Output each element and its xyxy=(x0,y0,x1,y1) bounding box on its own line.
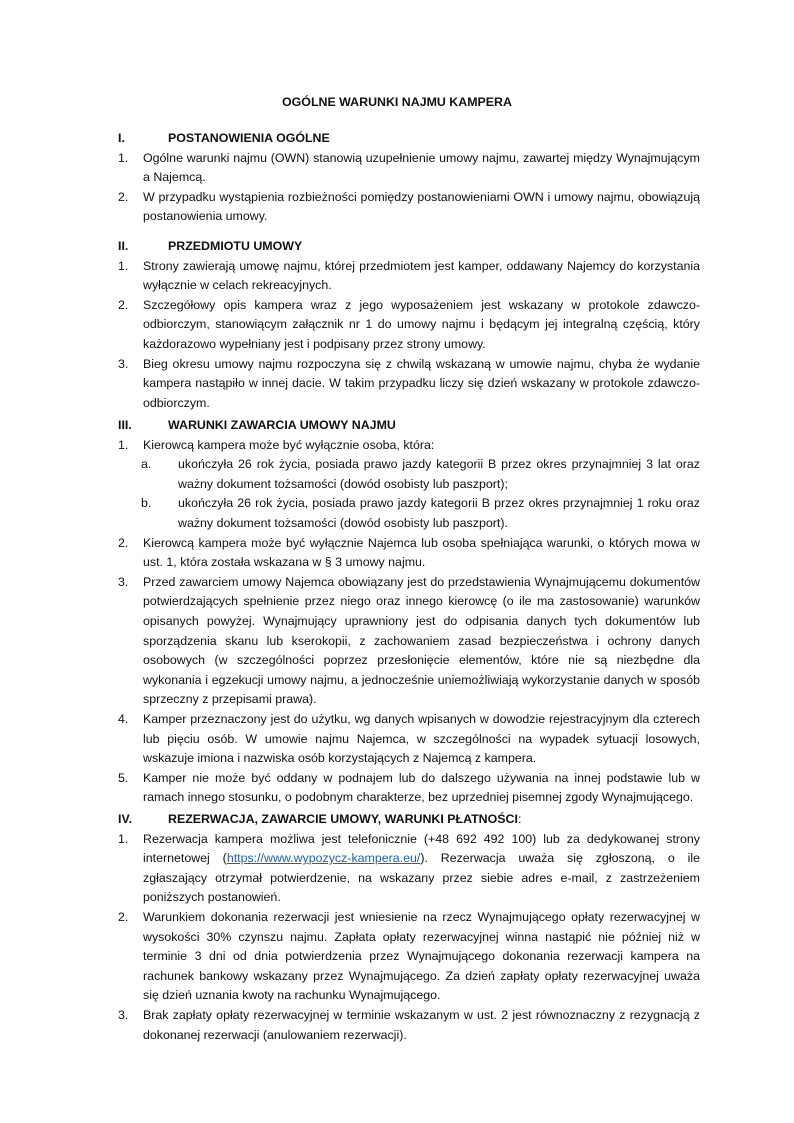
list-item xyxy=(118,149,700,188)
section-heading xyxy=(118,416,700,436)
item-text: Przed zawarciem umowy Najemca obowiązany jest do przedstawienia Wynajmującemu dokumentów potwierdzających spełnienie przez niego oraz innego kierowcę (o ile ma zastosowanie) warunków opisanych powyżej. Wynajmujący uprawniony jest do odpisania danych tych dokumentów lub sporządzenia skanu lub kserokopii, z zachowaniem zasad bezpieczeństwa i ochrony danych osobowych (w szczególności poprzez przesłonięcie elementów, które nie są niezbędne dla wykonania i egzekucji umowy najmu, a jednocześnie uniemożliwiają wykorzystanie danych w sposób sprzeczny z przepisami prawa). xyxy=(143,574,700,707)
item-number: 3. xyxy=(118,1007,129,1022)
item-number: 1. xyxy=(118,831,129,846)
section-title-colon: : xyxy=(517,812,522,826)
item-number: 1. xyxy=(118,150,129,165)
sub-item-letter: a. xyxy=(141,457,152,472)
item-text-after: ). Rezerwacja uważa się zgłoszoną, o ile zgłaszający otrzymał potwierdzenie, na wskazany przez siebie adres e-mail, z zastrzeżeniem poniższych postanowień. xyxy=(143,851,700,905)
section-1 xyxy=(118,129,700,227)
item-text: Kamper nie może być oddany w podnajem lub do dalszego używania na innej podstawie lub w ramach innego stosunku, o podobnym charakterze, bez uprzedniej pisemnej zgody Wynajmującego. xyxy=(143,770,700,805)
item-number: 4. xyxy=(118,711,129,726)
item-number: 3. xyxy=(118,356,129,371)
item-number: 1. xyxy=(118,258,129,273)
sub-item-text: ukończyła 26 rok życia, posiada prawo jazdy kategorii B przez okres przynajmniej 1 roku oraz ważny dokument tożsamości (dowód osobisty lub paszport). xyxy=(178,496,700,530)
section-title: WARUNKI ZAWARCIA UMOWY NAJMU xyxy=(168,418,396,432)
section-title: POSTANOWIENIA OGÓLNE xyxy=(168,131,330,145)
list-item xyxy=(118,188,700,227)
item-number: 2. xyxy=(118,909,129,924)
sub-list-item xyxy=(141,455,700,494)
section-2 xyxy=(118,237,700,413)
list-item xyxy=(118,710,700,769)
section-number: II. xyxy=(118,239,129,253)
item-text: Ogólne warunki najmu (OWN) stanowią uzupełnienie umowy najmu, zawartej między Wynajmującym a Najemcą. xyxy=(143,150,700,185)
item-text: Brak zapłaty opłaty rezerwacyjnej w terminie wskazanym w ust. 2 jest równoznaczny z rezygnacją z dokonanej rezerwacji (anulowaniem rezerwacji). xyxy=(143,1007,700,1042)
sub-list-item xyxy=(141,494,700,533)
item-number: 2. xyxy=(118,297,129,312)
list-item xyxy=(118,1006,700,1045)
list-item xyxy=(118,257,700,296)
item-number: 2. xyxy=(118,535,129,550)
section-title-text: REZERWACJA, ZAWARCIE UMOWY, WARUNKI PŁATNOŚCI xyxy=(168,812,518,826)
item-text: Kierowcą kampera może być wyłącznie Najemca lub osoba spełniająca warunki, o których mowa w ust. 1, która została wskazana w § 3 umowy najmu. xyxy=(143,535,700,570)
list-item xyxy=(118,830,700,908)
list-item xyxy=(118,573,700,710)
list-item xyxy=(118,908,700,1006)
list-item xyxy=(118,436,700,456)
list-item xyxy=(118,534,700,573)
website-link[interactable]: https://www.wypozycz-kampera.eu/ xyxy=(226,851,421,866)
section-3 xyxy=(118,416,700,808)
list-item xyxy=(118,296,700,355)
section-heading xyxy=(118,237,700,257)
sub-item-letter: b. xyxy=(141,496,152,511)
section-heading xyxy=(118,129,700,149)
section-4 xyxy=(118,810,700,1045)
sub-item-text: ukończyła 26 rok życia, posiada prawo jazdy kategorii B przez okres przynajmniej 3 lat oraz ważny dokument tożsamości (dowód osobisty lub paszport); xyxy=(178,457,700,491)
list-item xyxy=(118,355,700,414)
section-number: IV. xyxy=(118,812,133,826)
item-number: 1. xyxy=(118,437,129,452)
item-number: 3. xyxy=(118,574,129,589)
item-number: 5. xyxy=(118,770,129,785)
section-title xyxy=(168,810,521,830)
item-number: 2. xyxy=(118,189,129,204)
item-text: Warunkiem dokonania rezerwacji jest wniesienie na rzecz Wynajmującego opłaty rezerwacyjnej w wysokości 30% czynszu najmu. Zapłata opłaty rezerwacyjnej winna nastąpić nie później niż w terminie 3 dni od dnia potwierdzenia przez Wynajmującego dokonania rezerwacji kampera na rachunek bankowy wskazany przez Wynajmującego. Za dzień zapłaty opłaty rezerwacyjnej uważa się dzień uznania kwoty na rachunku Wynajmującego. xyxy=(143,909,700,1003)
item-text: Kamper przeznaczony jest do użytku, wg danych wpisanych w dowodzie rejestracyjnym dla czterech lub pięciu osób. W umowie najmu Najemca, w szczególności na wypadek sytuacji losowych, wskazuje imiona i nazwiska osób korzystających z Najemcą z kampera. xyxy=(143,711,700,766)
item-text-before: Rezerwacja kampera możliwa jest telefonicznie (+48 692 492 100) lub za dedykowanej strony internetowej ( xyxy=(143,831,700,866)
item-text: Kierowcą kampera może być wyłącznie osoba, która: xyxy=(143,437,435,452)
section-title: PRZEDMIOTU UMOWY xyxy=(168,239,303,253)
section-heading xyxy=(118,810,700,830)
document-title: OGÓLNE WARUNKI NAJMU KAMPERA xyxy=(282,95,512,109)
item-text: Szczegółowy opis kampera wraz z jego wyposażeniem jest wskazany w protokole zdawczo-odbiorczym, stanowiącym załącznik nr 1 do umowy najmu i będącym jej integralną częścią, który każdorazowo wypełniany jest i podpisany przez strony umowy. xyxy=(143,297,700,351)
item-text: W przypadku wystąpienia rozbieżności pomiędzy postanowieniami OWN i umowy najmu, obowiązują postanowienia umowy. xyxy=(143,189,700,224)
section-number: I. xyxy=(118,131,125,145)
item-text: Strony zawierają umowę najmu, której przedmiotem jest kamper, oddawany Najemcy do korzystania wyłącznie w celach rekreacyjnych. xyxy=(143,258,700,293)
section-number: III. xyxy=(118,418,132,432)
item-text: Bieg okresu umowy najmu rozpoczyna się z chwilą wskazaną w umowie najmu, chyba że wydanie kampera nastąpiło w innej dacie. W takim przypadku liczy się dzień wskazany w protokole zdawczo-odbiorczym. xyxy=(143,356,700,410)
list-item xyxy=(118,769,700,808)
